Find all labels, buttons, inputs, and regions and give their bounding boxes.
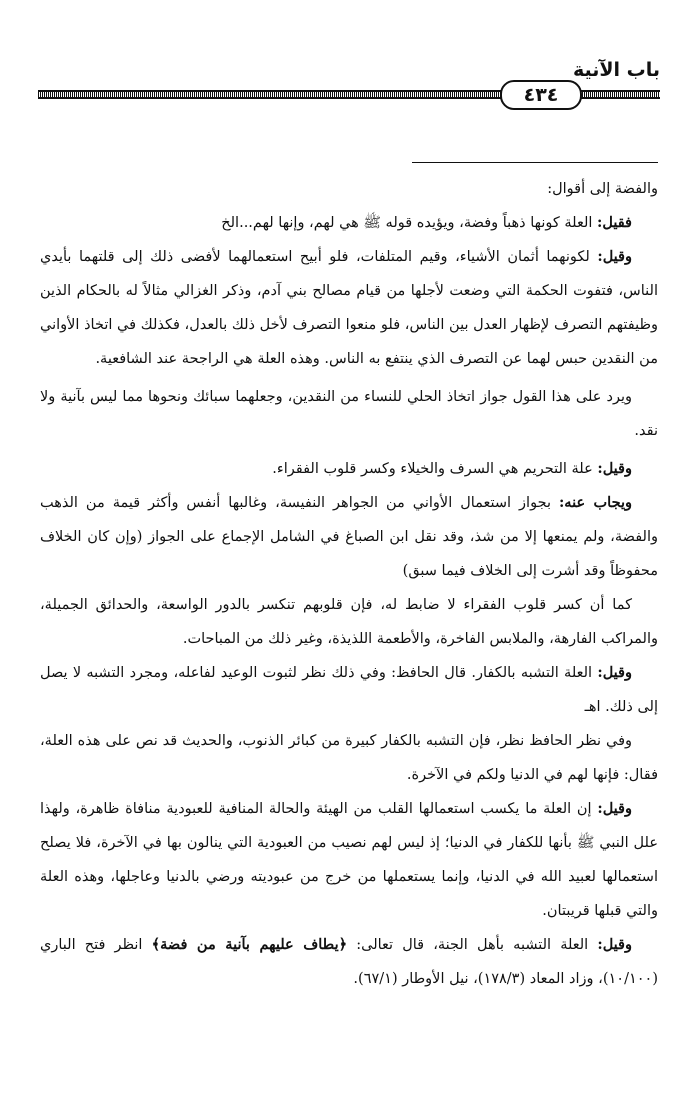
footnote-paragraph (40, 380, 658, 448)
footnote-paragraph (40, 792, 658, 928)
paragraph-text: علة التحريم هي السرف والخيلاء وكسر قلوب الفقراء. (272, 461, 598, 477)
quran-quote: ﴿يطاف عليهم بآنية من فضة﴾ (151, 936, 348, 953)
chapter-title: باب الآنية (572, 59, 660, 81)
footnote-separator (412, 162, 658, 163)
paragraph-text: العلة التشبه بأهل الجنة، قال تعالى: (347, 937, 598, 953)
footnote-paragraph (40, 928, 658, 996)
paragraph-keyword: ويجاب عنه: (558, 494, 632, 511)
footnote-paragraph (40, 486, 658, 588)
paragraph-text: والفضة إلى أقوال: (547, 181, 658, 197)
paragraph-text: ويرد على هذا القول جواز اتخاذ الحلي للنساء من النقدين، وجعلهما سبائك ونحوها مما ليس بآنية ولا نقد. (40, 389, 658, 439)
paragraph-keyword: فقيل: (597, 214, 632, 231)
footnote-paragraph (40, 172, 658, 206)
footnote-paragraph (40, 206, 658, 240)
paragraph-text: العلة كونها ذهباً وفضة، ويؤيده قوله ﷺ هي لهم، وإنها لهم...الخ (221, 215, 598, 231)
paragraph-keyword: وقيل: (597, 800, 632, 817)
page-number: ٤٣٤ (500, 80, 582, 110)
footnote-paragraph (40, 588, 658, 656)
paragraph-keyword: وقيل: (597, 460, 632, 477)
footnote-paragraph (40, 724, 658, 792)
paragraph-text: لكونهما أثمان الأشياء، وقيم المتلفات، فلو أبيح استعمالهما لأفضى ذلك إلى قلتهما بأيدي الناس، فتفوت الحكمة التي وضعت لأجلها من قيام مصالح بني آدم، وذكر الغزالي مثالاً له بالحكام الذين وظيفتهم التصرف لإظهار العدل بين الناس، فلو منعوا التصرف لأخل ذلك بالعدل، فكذلك في اتخاذ الأواني من النقدين حبس لهما عن التصرف الذي ينتفع به الناس. وهذه العلة هي الراجحة عند الشافعية. (40, 249, 658, 367)
paragraph-text: انظر فتح الباري (١٠/١٠٠)، وزاد المعاد (١٧٨/٣)، نيل الأوطار (٦٧/١). (40, 937, 658, 987)
footnote-paragraph (40, 240, 658, 376)
paragraph-keyword: وقيل: (597, 248, 632, 265)
footnote-paragraph (40, 452, 658, 486)
paragraph-keyword: وقيل: (597, 664, 632, 681)
paragraph-text: العلة التشبه بالكفار. قال الحافظ: وفي ذلك نظر لثبوت الوعيد لفاعله، ومجرد التشبه لا يصل إلى ذلك. اهـ (40, 665, 658, 715)
paragraph-text: إن العلة ما يكسب استعمالها القلب من الهيئة والحالة المنافية للعبودية منافاة ظاهرة، ولهذا علل النبي ﷺ بأنها للكفار في الدنيا؛ إذ ليس لهم نصيب من العبودية التي ينالون بها في الآخرة، فلا يصلح استعمالها لعبيد الله في الدنيا، وإنما يستعملها من خرج من عبوديته ورضي بالدنيا وعاجلها، وهذه العلة والتي قبلها قريبتان. (40, 801, 658, 919)
footnote-body (40, 172, 658, 996)
paragraph-text: كما أن كسر قلوب الفقراء لا ضابط له، فإن قلوبهم تنكسر بالدور الواسعة، والحدائق الجميلة، والمراكب الفارهة، والملابس الفاخرة، والأطعمة اللذيذة، وغير ذلك من المباحات. (40, 597, 658, 647)
paragraph-text: وفي نظر الحافظ نظر، فإن التشبه بالكفار كبيرة من كبائر الذنوب، والحديث قد نص على هذه العلة، فقال: فإنها لهم في الدنيا ولكم في الآخرة. (40, 733, 658, 783)
paragraph-text: بجواز استعمال الأواني من الجواهر النفيسة، وغالبها أنفس وأكثر قيمة من الذهب والفضة، ولم يمنعها إلا من شذ، وقد نقل ابن الصباغ في الشامل الإجماع على الجواز (وإن كان الخلاف محفوظاً وقد أشرت إلى الخلاف فيما سبق) (40, 495, 658, 579)
footnote-paragraph (40, 656, 658, 724)
paragraph-keyword: وقيل: (597, 936, 632, 953)
